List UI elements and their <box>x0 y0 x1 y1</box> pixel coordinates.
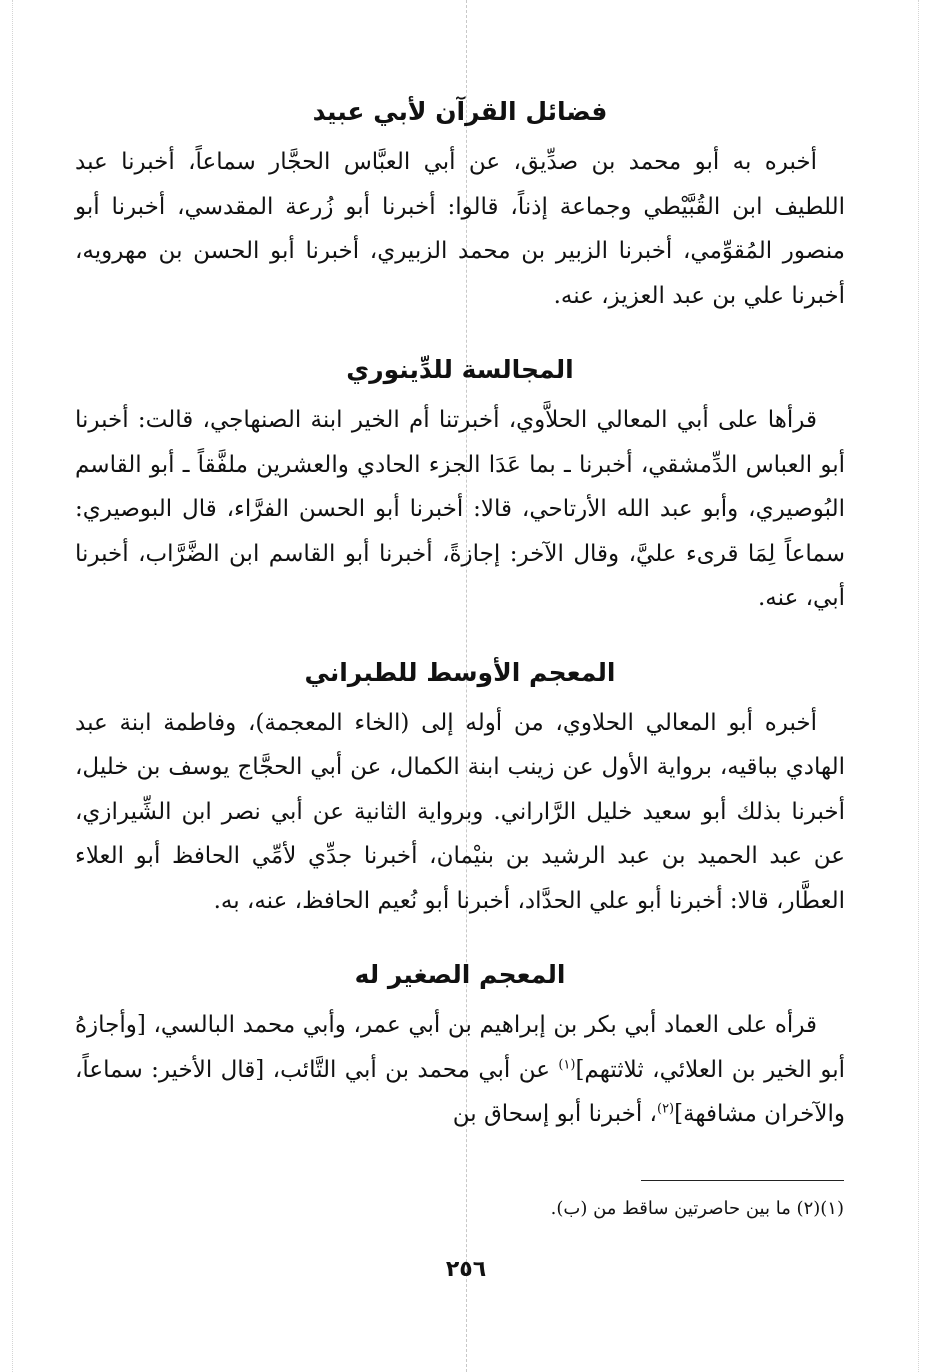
page-number: ٢٥٦ <box>445 1257 487 1282</box>
section-title: المعجم الصغير له <box>354 960 566 989</box>
page-body <box>75 90 845 1167</box>
section-paragraph: أخبره أبو المعالي الحلاوي، من أوله إلى (الخاء المعجمة)، وفاطمة ابنة عبد الهادي بباقيه، برواية الأول عن زينب ابنة الكمال، عن أبي الحجَّاج يوسف بن خليل، أخبرنا بذلك أبو سعيد خليل الرَّاراني. وبرواية الثانية عن أبي نصر ابن الشِّيرازي، عن عبد الحميد بن عبد الرشيد بن بنيْمان، أخبرنا جدِّي لأمِّي الحافظ أبو العلاء العطَّار، قالا: أخبرنا أبو علي الحدَّاد، أخبرنا أبو نُعيم الحافظ، عنه، به. <box>75 709 845 914</box>
footnote-divider <box>641 1180 844 1181</box>
paragraph-text: قرأه على العماد أبي بكر بن إبراهيم بن أبي عمر، وأبي محمد البالسي، [وأجازهُ أبو الخير بن العلائي، ثلاثتهم] <box>75 1012 845 1083</box>
section-al-mujam-al-awsat <box>75 651 845 924</box>
right-edge-line <box>918 0 919 1372</box>
paragraph-text: عن أبي محمد بن أبي التَّائب، [قال الأخير: سماعاً، والآخران مشافهة] <box>75 1056 845 1127</box>
footnote: (١)(٢) ما بين حاصرتين ساقط من (ب). <box>550 1198 844 1219</box>
section-title: المعجم الأوسط للطبراني <box>304 657 616 687</box>
section-paragraph: أخبره به أبو محمد بن صدِّيق، عن أبي العبَّاس الحجَّار سماعاً، أخبرنا عبد اللطيف ابن القُبَّيْطي وجماعة إذناً، قالوا: أخبرنا أبو زُرعة المقدسي، أخبرنا أبو منصور المُقوِّمي، أخبرنا الزبير بن محمد الزبيري، أخبرنا أبو الحسن بن مهرويه، أخبرنا علي بن عبد العزيز، عنه. <box>75 149 845 309</box>
section-fadail-al-quran <box>75 90 845 318</box>
section-al-mujalasa <box>75 348 845 621</box>
footnote-marker: (١) <box>558 1056 576 1072</box>
section-paragraph: قرأها على أبي المعالي الحلاَّوي، أخبرتنا أم الخير ابنة الصنهاجي، قالت: أخبرنا أبو العباس الدِّمشقي، أخبرنا ـ بما عَدَا الجزء الحادي والعشرين ملفَّقاً ـ أبو القاسم البُوصيري، وأبو عبد الله الأرتاحي، قالا: أخبرنا أبو الحسن الفرَّاء، قال البوصيري: سماعاً لِمَا قرىء عليَّ، وقال الآخر: إجازةً، أخبرنا أبو القاسم ابن الضَّرَّاب، أخبرنا أبي، عنه. <box>75 407 845 611</box>
left-edge-line <box>12 0 13 1372</box>
footnote-marker: (٢) <box>656 1101 675 1117</box>
section-title: المجالسة للدِّينوري <box>346 355 574 384</box>
paragraph-text: ، أخبرنا أبو إسحاق بن <box>452 1101 657 1127</box>
section-title: فضائل القرآن لأبي عبيد <box>312 97 608 126</box>
section-paragraph <box>75 1003 845 1137</box>
section-al-mujam-al-saghir <box>75 953 845 1137</box>
